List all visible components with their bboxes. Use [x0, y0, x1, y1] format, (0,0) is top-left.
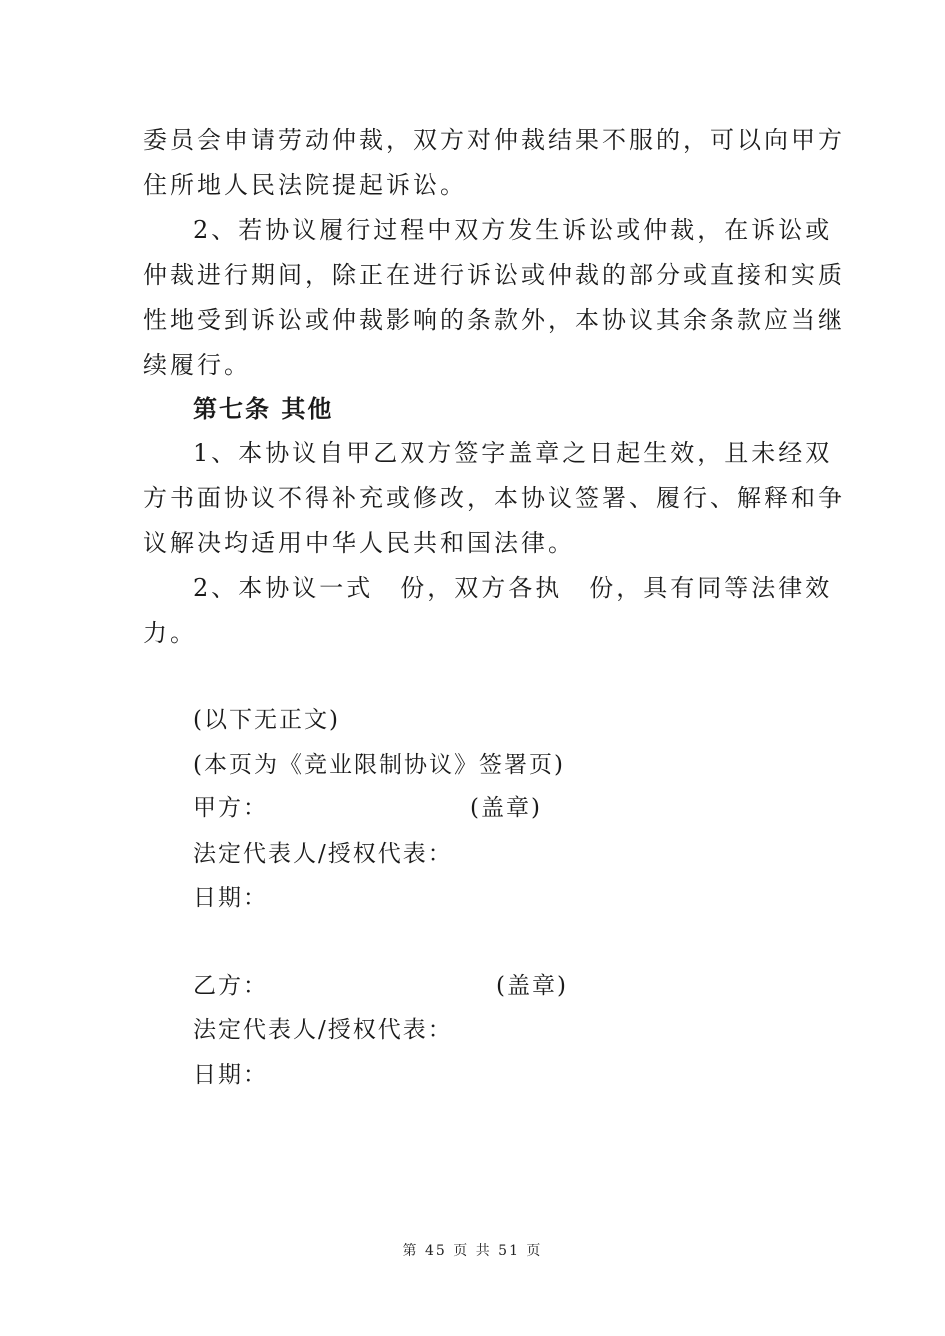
paragraph-effectiveness — [143, 431, 845, 566]
text-line: 2、本协议一式 份，双方各执 份，具有同等法律效 — [193, 574, 833, 602]
text-line: 仲裁进行期间，除正在进行诉讼或仲裁的部分或直接和实质 — [143, 261, 845, 289]
party-b-seal: (盖章) — [496, 973, 568, 999]
text-line: 议解决均适用中华人民共和国法律。 — [143, 529, 575, 557]
paragraph-arbitration-continuation — [143, 118, 845, 208]
text-line: 性地受到诉讼或仲裁影响的条款外，本协议其余条款应当继 — [143, 306, 845, 334]
signature-page-note: (本页为《竞业限制协议》签署页) — [193, 752, 565, 778]
text-line: 续履行。 — [143, 351, 251, 379]
article-heading: 第七条 其他 — [193, 394, 334, 423]
text-line: 委员会申请劳动仲裁，双方对仲裁结果不服的，可以向甲方 — [143, 126, 845, 154]
paragraph-clause-2 — [143, 208, 845, 388]
text-line: 方书面协议不得补充或修改，本协议签署、履行、解释和争 — [143, 484, 845, 512]
party-a-date: 日期： — [193, 885, 268, 911]
text-line: 住所地人民法院提起诉讼。 — [143, 171, 467, 199]
party-a-seal: (盖章) — [470, 795, 542, 821]
no-further-text-note: (以下无正文) — [193, 707, 340, 733]
paragraph-copies — [143, 566, 833, 656]
party-b-date: 日期： — [193, 1062, 268, 1088]
party-b-representative: 法定代表人/授权代表： — [193, 1017, 453, 1043]
party-b-label: 乙方： — [193, 973, 268, 999]
text-line: 力。 — [143, 619, 197, 647]
party-a-representative: 法定代表人/授权代表： — [193, 841, 453, 867]
party-a-label: 甲方： — [193, 795, 268, 821]
page-number: 第 45 页 共 51 页 — [402, 1243, 543, 1259]
text-line: 2、若协议履行过程中双方发生诉讼或仲裁，在诉讼或 — [193, 216, 833, 244]
text-line: 1、本协议自甲乙双方签字盖章之日起生效，且未经双 — [193, 439, 833, 467]
